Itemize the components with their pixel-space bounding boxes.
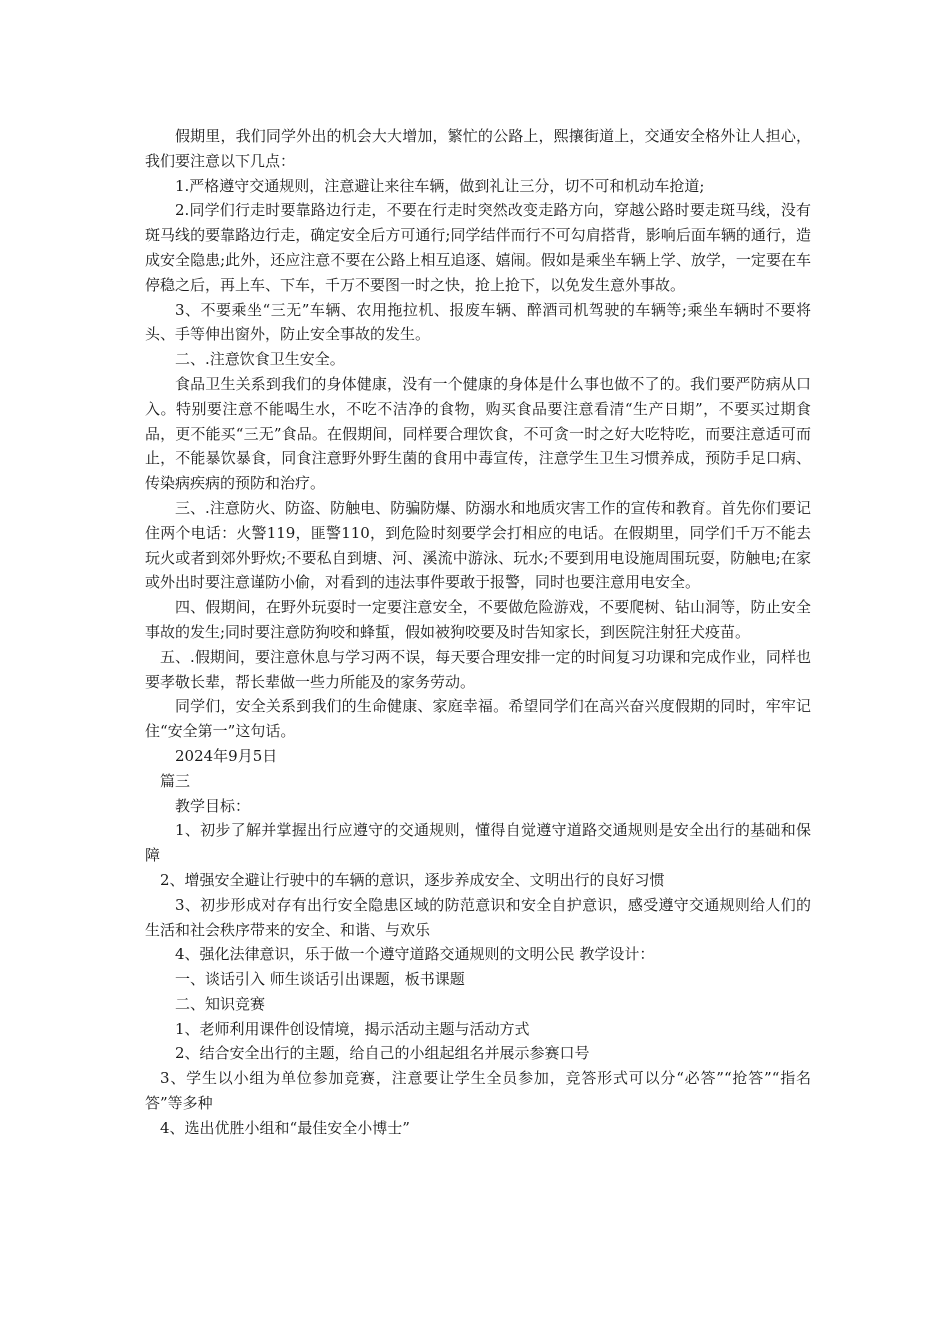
paragraph: 1.严格遵守交通规则，注意避让来往车辆，做到礼让三分，切不可和机动车抢道; (175, 176, 705, 195)
document-body (145, 124, 811, 1141)
paragraph: 二、.注意饮食卫生安全。 (175, 350, 345, 369)
paragraph: 1、初步了解并掌握出行应遵守的交通规则，懂得自觉遵守道路交通规则是安全出行的基础和保障 (145, 821, 811, 865)
paragraph: 2、结合安全出行的主题，给自己的小组起组名并展示参赛口号 (175, 1044, 590, 1063)
paragraph: 2.同学们行走时要靠路边行走，不要在行走时突然改变走路方向，穿越公路时要走斑马线，没有斑马线的要靠路边行走，确定安全后方可通行;同学结伴而行不可勾肩搭背，影响后面车辆的通行，造成安全隐患;此外，还应注意不要在公路上相互追逐、嬉闹。假如是乘坐车辆上学、放学，一定要在车停稳之后，再上车、下车，千万不要图一时之快，抢上抢下，以免发生意外事故。 (145, 201, 811, 294)
paragraph: 食品卫生关系到我们的身体健康，没有一个健康的身体是什么事也做不了的。我们要严防病从口入。特别要注意不能喝生水，不吃不洁净的食物，购买食品要注意看清“生产日期”，不要买过期食品，更不能买“三无”食品。在假期间，同样要合理饮食，不可贪一时之好大吃特吃，而要注意适可而止，不能暴饮暴食，同食注意野外野生菌的食用中毒宣传，注意学生卫生习惯养成，预防手足口病、传染病疾病的预防和治疗。 (145, 374, 811, 493)
paragraph: 篇三 (160, 771, 191, 790)
paragraph: 二、知识竞赛 (175, 994, 266, 1013)
paragraph: 3、不要乘坐“三无”车辆、农用拖拉机、报废车辆、醉酒司机驾驶的车辆等;乘坐车辆时不要将头、手等伸出窗外，防止安全事故的发生。 (145, 300, 811, 344)
paragraph: 3、学生以小组为单位参加竞赛，注意要让学生全员参加，竞答形式可以分“必答”“抢答”“指名答”等多种 (145, 1069, 811, 1113)
paragraph: 一、谈话引入 师生谈话引出课题，板书课题 (175, 970, 465, 989)
paragraph: 教学目标： (175, 796, 251, 815)
paragraph: 4、选出优胜小组和“最佳安全小博士” (160, 1118, 410, 1137)
paragraph: 1、老师利用课件创设情境，揭示活动主题与活动方式 (175, 1019, 530, 1038)
paragraph: 2024年9月5日 (175, 746, 278, 765)
paragraph: 假期里，我们同学外出的机会大大增加，繁忙的公路上，熙攘街道上，交通安全格外让人担心，我们要注意以下几点： (145, 127, 811, 170)
paragraph: 4、强化法律意识，乐于做一个遵守道路交通规则的文明公民 教学设计： (175, 945, 655, 964)
paragraph: 2、增强安全避让行驶中的车辆的意识，逐步养成安全、文明出行的良好习惯 (160, 870, 665, 889)
paragraph: 三、.注意防火、防盗、防触电、防骗防爆、防溺水和地质灾害工作的宣传和教育。首先你们要记住两个电话：火警119，匪警110，到危险时刻要学会打相应的电话。在假期里，同学们千万不能去玩火或者到郊外野炊;不要私自到塘、河、溪流中游泳、玩水;不要到用电设施周围玩耍，防触电;在家或外出时要注意谨防小偷，对看到的违法事件要敢于报警，同时也要注意用电安全。 (145, 498, 811, 592)
paragraph: 同学们，安全关系到我们的生命健康、家庭幸福。希望同学们在高兴奋兴度假期的同时，牢牢记住“安全第一”这句话。 (145, 697, 811, 741)
paragraph: 四、假期间，在野外玩耍时一定要注意安全，不要做危险游戏，不要爬树、钻山洞等，防止安全事故的发生;同时要注意防狗咬和蜂蜇，假如被狗咬要及时告知家长，到医院注射狂犬疫苗。 (145, 598, 811, 641)
paragraph: 3、初步形成对存有出行安全隐患区域的防范意识和安全自护意识，感受遵守交通规则给人们的生活和社会秩序带来的安全、和谐、与欢乐 (145, 895, 811, 939)
paragraph: 五、.假期间，要注意休息与学习两不误，每天要合理安排一定的时间复习功课和完成作业，同样也要孝敬长辈，帮长辈做一些力所能及的家务劳动。 (145, 647, 811, 691)
